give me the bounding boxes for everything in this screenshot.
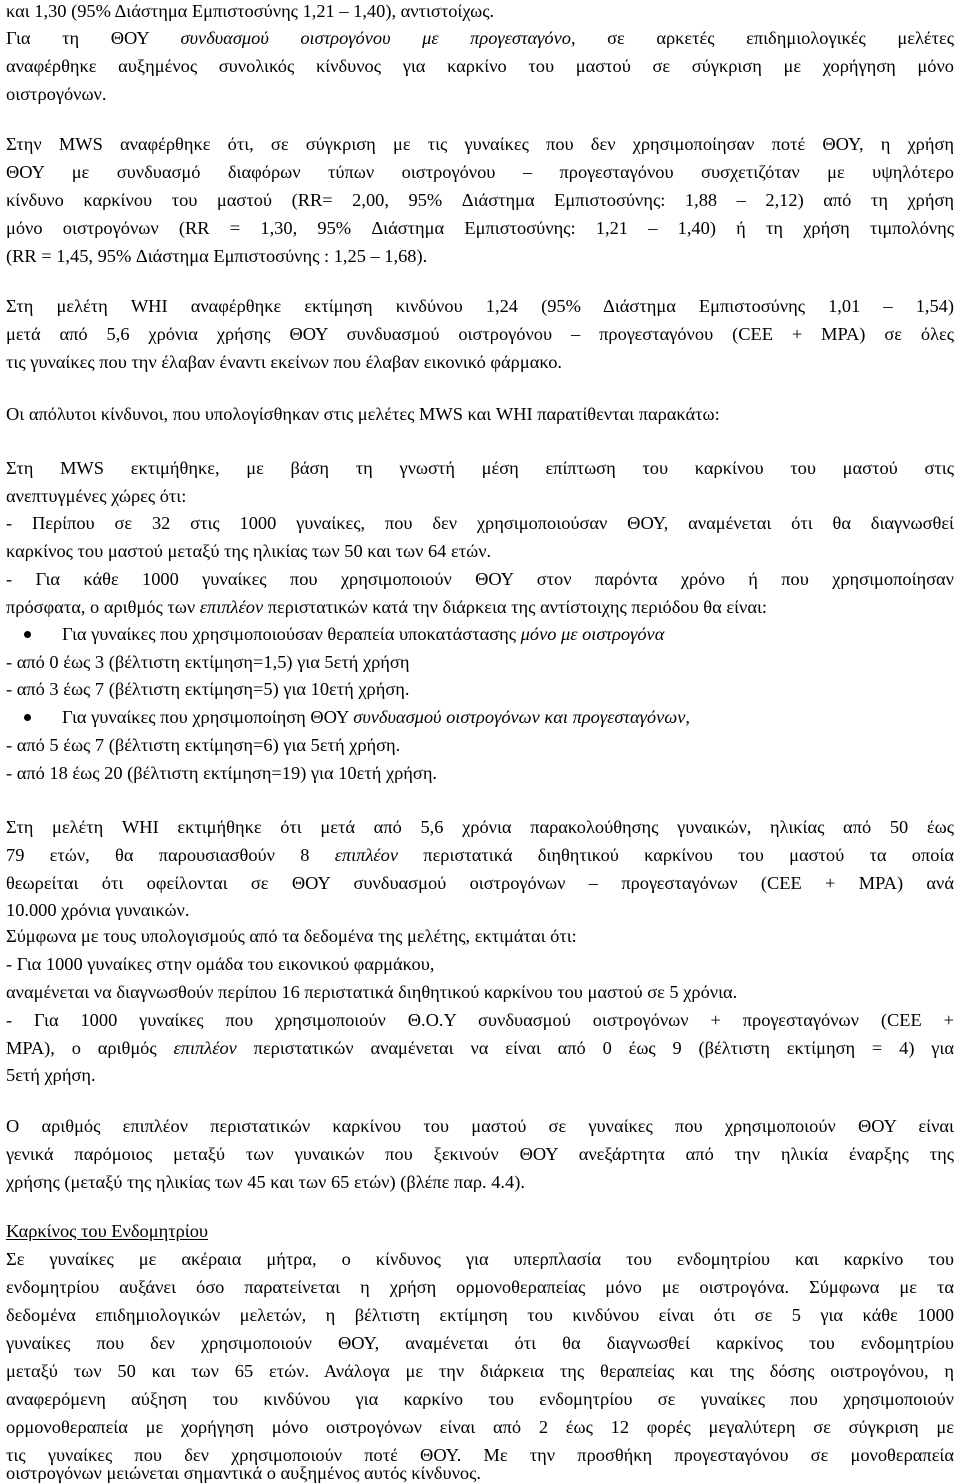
italic-run: επιπλέον: [199, 597, 264, 617]
italic-run: συνδυασμού οιστρογόνων και προγεσταγόνων,: [353, 707, 691, 727]
text-line: καρκίνος του μαστού μεταξύ της ηλικίας των 50 και των 64 ετών.: [6, 541, 492, 561]
text-line: - Για 1000 γυναίκες που χρησιμοποιούν Θ.Ο.Υ συνδυασμού οιστρογόνων + προγεσταγόνων (CEE +: [6, 1010, 954, 1030]
text-line: οιστρογόνων μειώνεται σημαντικά ο αυξημένος αυτός κίνδυνος.: [6, 1463, 481, 1483]
text-run: Για τη ΘΟΥ: [6, 28, 181, 48]
text-line: γυναίκες που δεν χρησιμοποιούν ΘΟΥ, αναμένεται ότι θα διαγνωσθεί καρκίνος του ενδομητρίου: [6, 1333, 954, 1353]
italic-run: συνδυασμού οιστρογόνου με προγεσταγόνο: [180, 28, 571, 48]
text-line: δεδομένα επιδημιολογικών μελετών, η βέλτιστη εκτίμηση του κινδύνου είναι ότι σε 5 για κάθε 1000: [6, 1305, 954, 1325]
text-line: μεταξύ των 50 και των 65 ετών. Ανάλογα με την διάρκεια της θεραπείας και της δόσης οιστρογόνου, η: [6, 1361, 954, 1381]
text-line: ανεπτυγμένες χώρες ότι:: [6, 486, 187, 506]
text-line: μόνο οιστρογόνων (RR = 1,30, 95% Διάστημα Εμπιστοσύνης: 1,21 – 1,40) ή τη χρήση τιμπολόνης: [6, 218, 954, 238]
text-line: 10.000 χρόνια γυναικών.: [6, 900, 190, 920]
text-line: - από 0 έως 3 (βέλτιστη εκτίμηση=1,5) για 5ετή χρήση: [6, 652, 410, 672]
text-line: ορμονοθεραπεία με χορήγηση μόνο οιστρογόνων είναι από 2 έως 12 φορές μεγαλύτερη σε σύγκριση με: [6, 1417, 954, 1437]
text-line: ενδομητρίου αυξάνει όσο παρατείνεται η χρήση ορμονοθεραπείας μόνο με οιστρογόνα. Σύμφωνα με τα: [6, 1277, 954, 1297]
text-line: Σε γυναίκες με ακέραια μήτρα, ο κίνδυνος για υπερπλασία του ενδομητρίου και καρκίνο του: [6, 1249, 954, 1269]
text-line: θεωρείται ότι οφείλονται σε ΘΟΥ συνδυασμού οιστρογόνων – προγεσταγόνων (CEE + MPA) ανά: [6, 873, 954, 893]
text-line: και 1,30 (95% Διάστημα Εμπιστοσύνης 1,21 – 1,40), αντιστοίχως.: [6, 1, 495, 21]
section-heading: [6, 1220, 954, 1242]
text-run: περιστατικών αναμένεται να είναι από 0 έως 9 (βέλτιστη εκτίμηση = 4) για: [236, 1038, 954, 1058]
text-line: Στη μελέτη WHI εκτιμήθηκε ότι μετά από 5,6 χρόνια παρακολούθησης γυναικών, ηλικίας από 50 έως: [6, 817, 954, 837]
italic-run: επιπλέον: [173, 1038, 237, 1058]
text-line: γενικά παρόμοιος μεταξύ των γυναικών που ξεκινούν ΘΟΥ ανεξάρτητα από την ηλικία έναρξης της: [6, 1144, 954, 1164]
text-run: περιστατικά διηθητικού καρκίνου του μαστού τα οποία: [398, 845, 954, 865]
text-line: Ο αριθμός επιπλέον περιστατικών καρκίνου του μαστού σε γυναίκες που χρησιμοποιούν ΘΟΥ είναι: [6, 1116, 954, 1136]
text-line: Στη μελέτη WHI αναφέρθηκε εκτίμηση κινδύνου 1,24 (95% Διάστημα Εμπιστοσύνης 1,01 – 1,54): [6, 296, 954, 316]
text-line: - από 18 έως 20 (βέλτιστη εκτίμηση=19) για 10ετή χρήση.: [6, 763, 438, 783]
text-run: Για γυναίκες που χρησιμοποίηση ΘΟΥ: [62, 707, 354, 727]
text-line: 5ετή χρήση.: [6, 1065, 96, 1085]
text-line: μετά από 5,6 χρόνια χρήσης ΘΟΥ συνδυασμού οιστρογόνου – προγεσταγόνου (CEE + MPA) σε όλες: [6, 324, 954, 344]
text-line: χρήσης (μεταξύ της ηλικίας των 45 και των 65 ετών) (βλέπε παρ. 4.4).: [6, 1172, 525, 1192]
heading-text: Καρκίνος του Ενδομητρίου: [6, 1221, 209, 1241]
text-line: - από 5 έως 7 (βέλτιστη εκτίμηση=6) για 5ετή χρήση.: [6, 735, 401, 755]
bullet-item: [62, 623, 954, 645]
text-line: Οι απόλυτοι κίνδυνοι, που υπολογίσθηκαν στις μελέτες MWS και WHI παρατίθενται παρακάτω:: [6, 404, 720, 424]
italic-run: μόνο με οιστρογόνα: [520, 624, 665, 644]
text-line: [6, 27, 954, 49]
text-line: αναμένεται να διαγνωσθούν περίπου 16 περιστατικά διηθητικού καρκίνου του μαστού σε 5 χρόνια.: [6, 982, 738, 1002]
text-line: [6, 844, 954, 866]
text-run: Για γυναίκες που χρησιμοποιούσαν θεραπεία υποκατάστασης: [62, 624, 521, 644]
text-run: περιστατικών κατά την διάρκεια της αντίστοιχης περιόδου θα είναι:: [263, 597, 768, 617]
text-line: - Για 1000 γυναίκες στην ομάδα του εικονικού φαρμάκου,: [6, 954, 435, 974]
text-line: κίνδυνο καρκίνου του μαστού (RR= 2,00, 95% Διάστημα Εμπιστοσύνης: 1,88 – 2,12) από τη χρήση: [6, 190, 954, 210]
text-line: αναφέρθηκε αυξημένος συνολικός κίνδυνος για καρκίνο του μαστού σε σύγκριση με χορήγηση μόνο: [6, 56, 954, 76]
text-line: Στην MWS αναφέρθηκε ότι, σε σύγκριση με τις γυναίκες που δεν χρησιμοποίησαν ποτέ ΘΟΥ, η χρήση: [6, 134, 954, 154]
text-line: ΘΟΥ με συνδυασμό διαφόρων τύπων οιστρογόνου – προγεσταγόνου συσχετιζόταν με υψηλότερο: [6, 162, 954, 182]
text-line: [6, 596, 954, 618]
text-line: οιστρογόνων.: [6, 84, 107, 104]
text-line: - Για κάθε 1000 γυναίκες που χρησιμοποιούν ΘΟΥ στον παρόντα χρόνο ή που χρησιμοποίησαν: [6, 569, 954, 589]
text-line: τις γυναίκες που δεν χρησιμοποιούν ποτέ ΘΟΥ. Με την προσθήκη προγεσταγόνου σε μονοθεραπεία: [6, 1445, 954, 1465]
text-line: (RR = 1,45, 95% Διάστημα Εμπιστοσύνης : 1,25 – 1,68).: [6, 246, 428, 266]
text-run: 79 ετών, θα παρουσιασθούν 8: [6, 845, 335, 865]
bullet-icon: [24, 631, 31, 638]
italic-run: επιπλέον: [334, 845, 399, 865]
text-line: [6, 1037, 954, 1059]
text-run: , σε αρκετές επιδημιολογικές μελέτες: [570, 28, 954, 48]
text-line: - από 3 έως 7 (βέλτιστη εκτίμηση=5) για 10ετή χρήση.: [6, 679, 410, 699]
text-line: Σύμφωνα με τους υπολογισμούς από τα δεδομένα της μελέτης, εκτιμάται ότι:: [6, 926, 577, 946]
text-line: τις γυναίκες που την έλαβαν έναντι εκείνων που έλαβαν εικονικό φάρμακο.: [6, 352, 563, 372]
text-run: πρόσφατα, ο αριθμός των: [6, 597, 200, 617]
text-line: Στη MWS εκτιμήθηκε, με βάση τη γνωστή μέση επίπτωση του καρκίνου του μαστού στις: [6, 458, 954, 478]
text-line: - Περίπου σε 32 στις 1000 γυναίκες, που δεν χρησιμοποιούσαν ΘΟΥ, αναμένεται ότι θα διαγνωσθεί: [6, 513, 954, 533]
text-line: αναφερόμενη αύξηση του κινδύνου για καρκίνο του ενδομητρίου σε γυναίκες που χρησιμοποιούν: [6, 1389, 954, 1409]
text-run: MPA), ο αριθμός: [6, 1038, 174, 1058]
bullet-item: [62, 706, 954, 728]
bullet-icon: [24, 714, 31, 721]
